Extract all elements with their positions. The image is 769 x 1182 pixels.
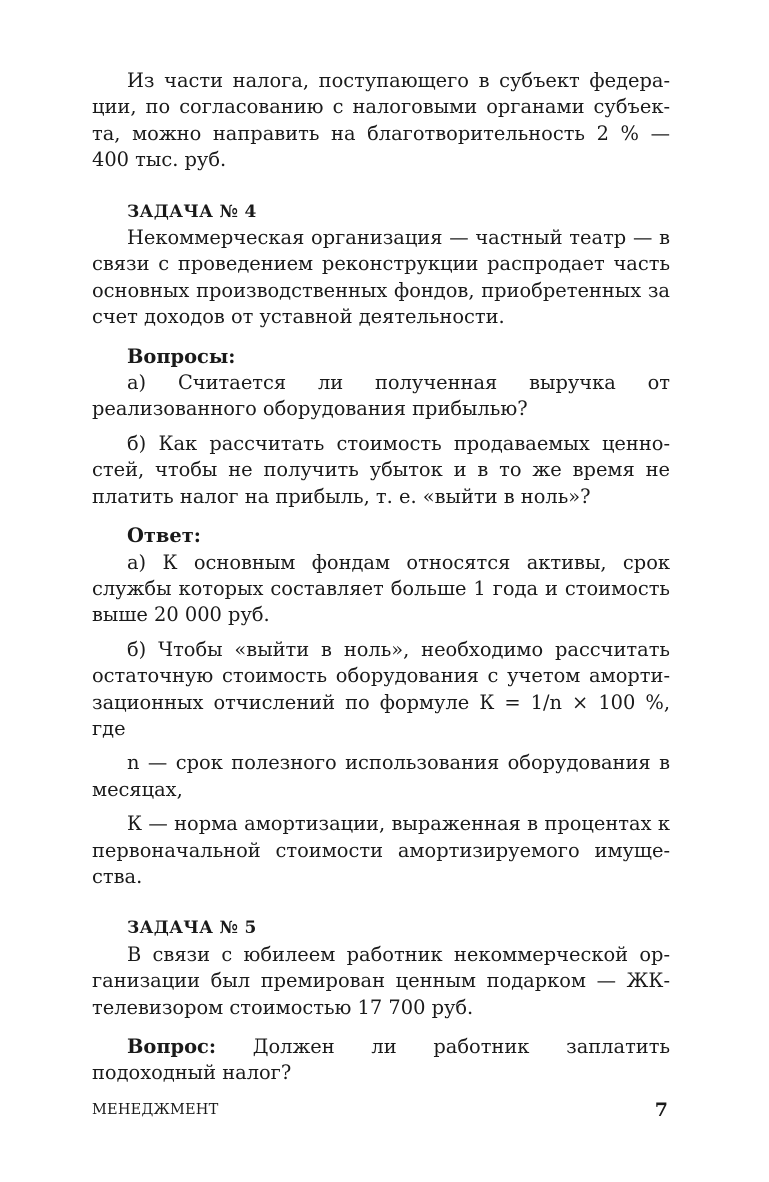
task-5-body: В связи с юбилеем работник некоммерческой организации был премирован ценным подарком — ЖК-телевизором стоимостью 17 700 руб. <box>92 942 670 1019</box>
definition-n: n — срок полезного использования оборудования в месяцах, <box>92 751 670 801</box>
intro-paragraph: Из части налога, поступающего в субъект федерации, по согласованию с налоговыми органами субъекта, можно направить на благотворительность 2 % — 400 тыс. руб. <box>92 69 670 172</box>
questions-label: Вопросы: <box>127 344 236 368</box>
task-4-section <box>92 199 670 891</box>
answer-label: Ответ: <box>127 524 201 548</box>
task-4-heading: ЗАДАЧА № 4 <box>127 201 257 222</box>
task-5-heading: ЗАДАЧА № 5 <box>127 918 257 939</box>
answer-b: б) Чтобы «выйти в ноль», необходимо рассчитать остаточную стоимость оборудования с учетом амортизационных отчислений по формуле К = 1/n × 100 %, где <box>92 637 670 740</box>
running-footer-title: МЕНЕДЖМЕНТ <box>92 1102 219 1118</box>
question-label: Вопрос: <box>127 1035 216 1058</box>
page-number: 7 <box>654 1099 668 1121</box>
task-5-question <box>92 1034 670 1087</box>
definition-k: К — норма амортизации, выраженная в процентах к первоначальной стоимости амортизируемого имущества. <box>92 812 670 888</box>
page-content <box>92 68 670 1087</box>
page-footer <box>92 1099 670 1123</box>
answer-a: а) К основным фондам относятся активы, срок службы которых составляет больше 1 года и стоимость выше 20 000 руб. <box>92 550 670 627</box>
question-b: б) Как рассчитать стоимость продаваемых ценностей, чтобы не получить убыток и в то же время не платить налог на прибыль, т. е. «выйти в ноль»? <box>92 431 670 508</box>
task-4-body: Некоммерческая организация — частный театр — в связи с проведением реконструкции распродает часть основных производственных фондов, приобретенных за счет доходов от уставной деятельности. <box>92 226 670 329</box>
question-a: а) Считается ли полученная выручка от реализованного оборудования прибылью? <box>92 371 670 421</box>
task-5-section <box>92 915 670 1086</box>
question-text: Должен ли работник заплатить подоходный налог? <box>92 1035 670 1085</box>
